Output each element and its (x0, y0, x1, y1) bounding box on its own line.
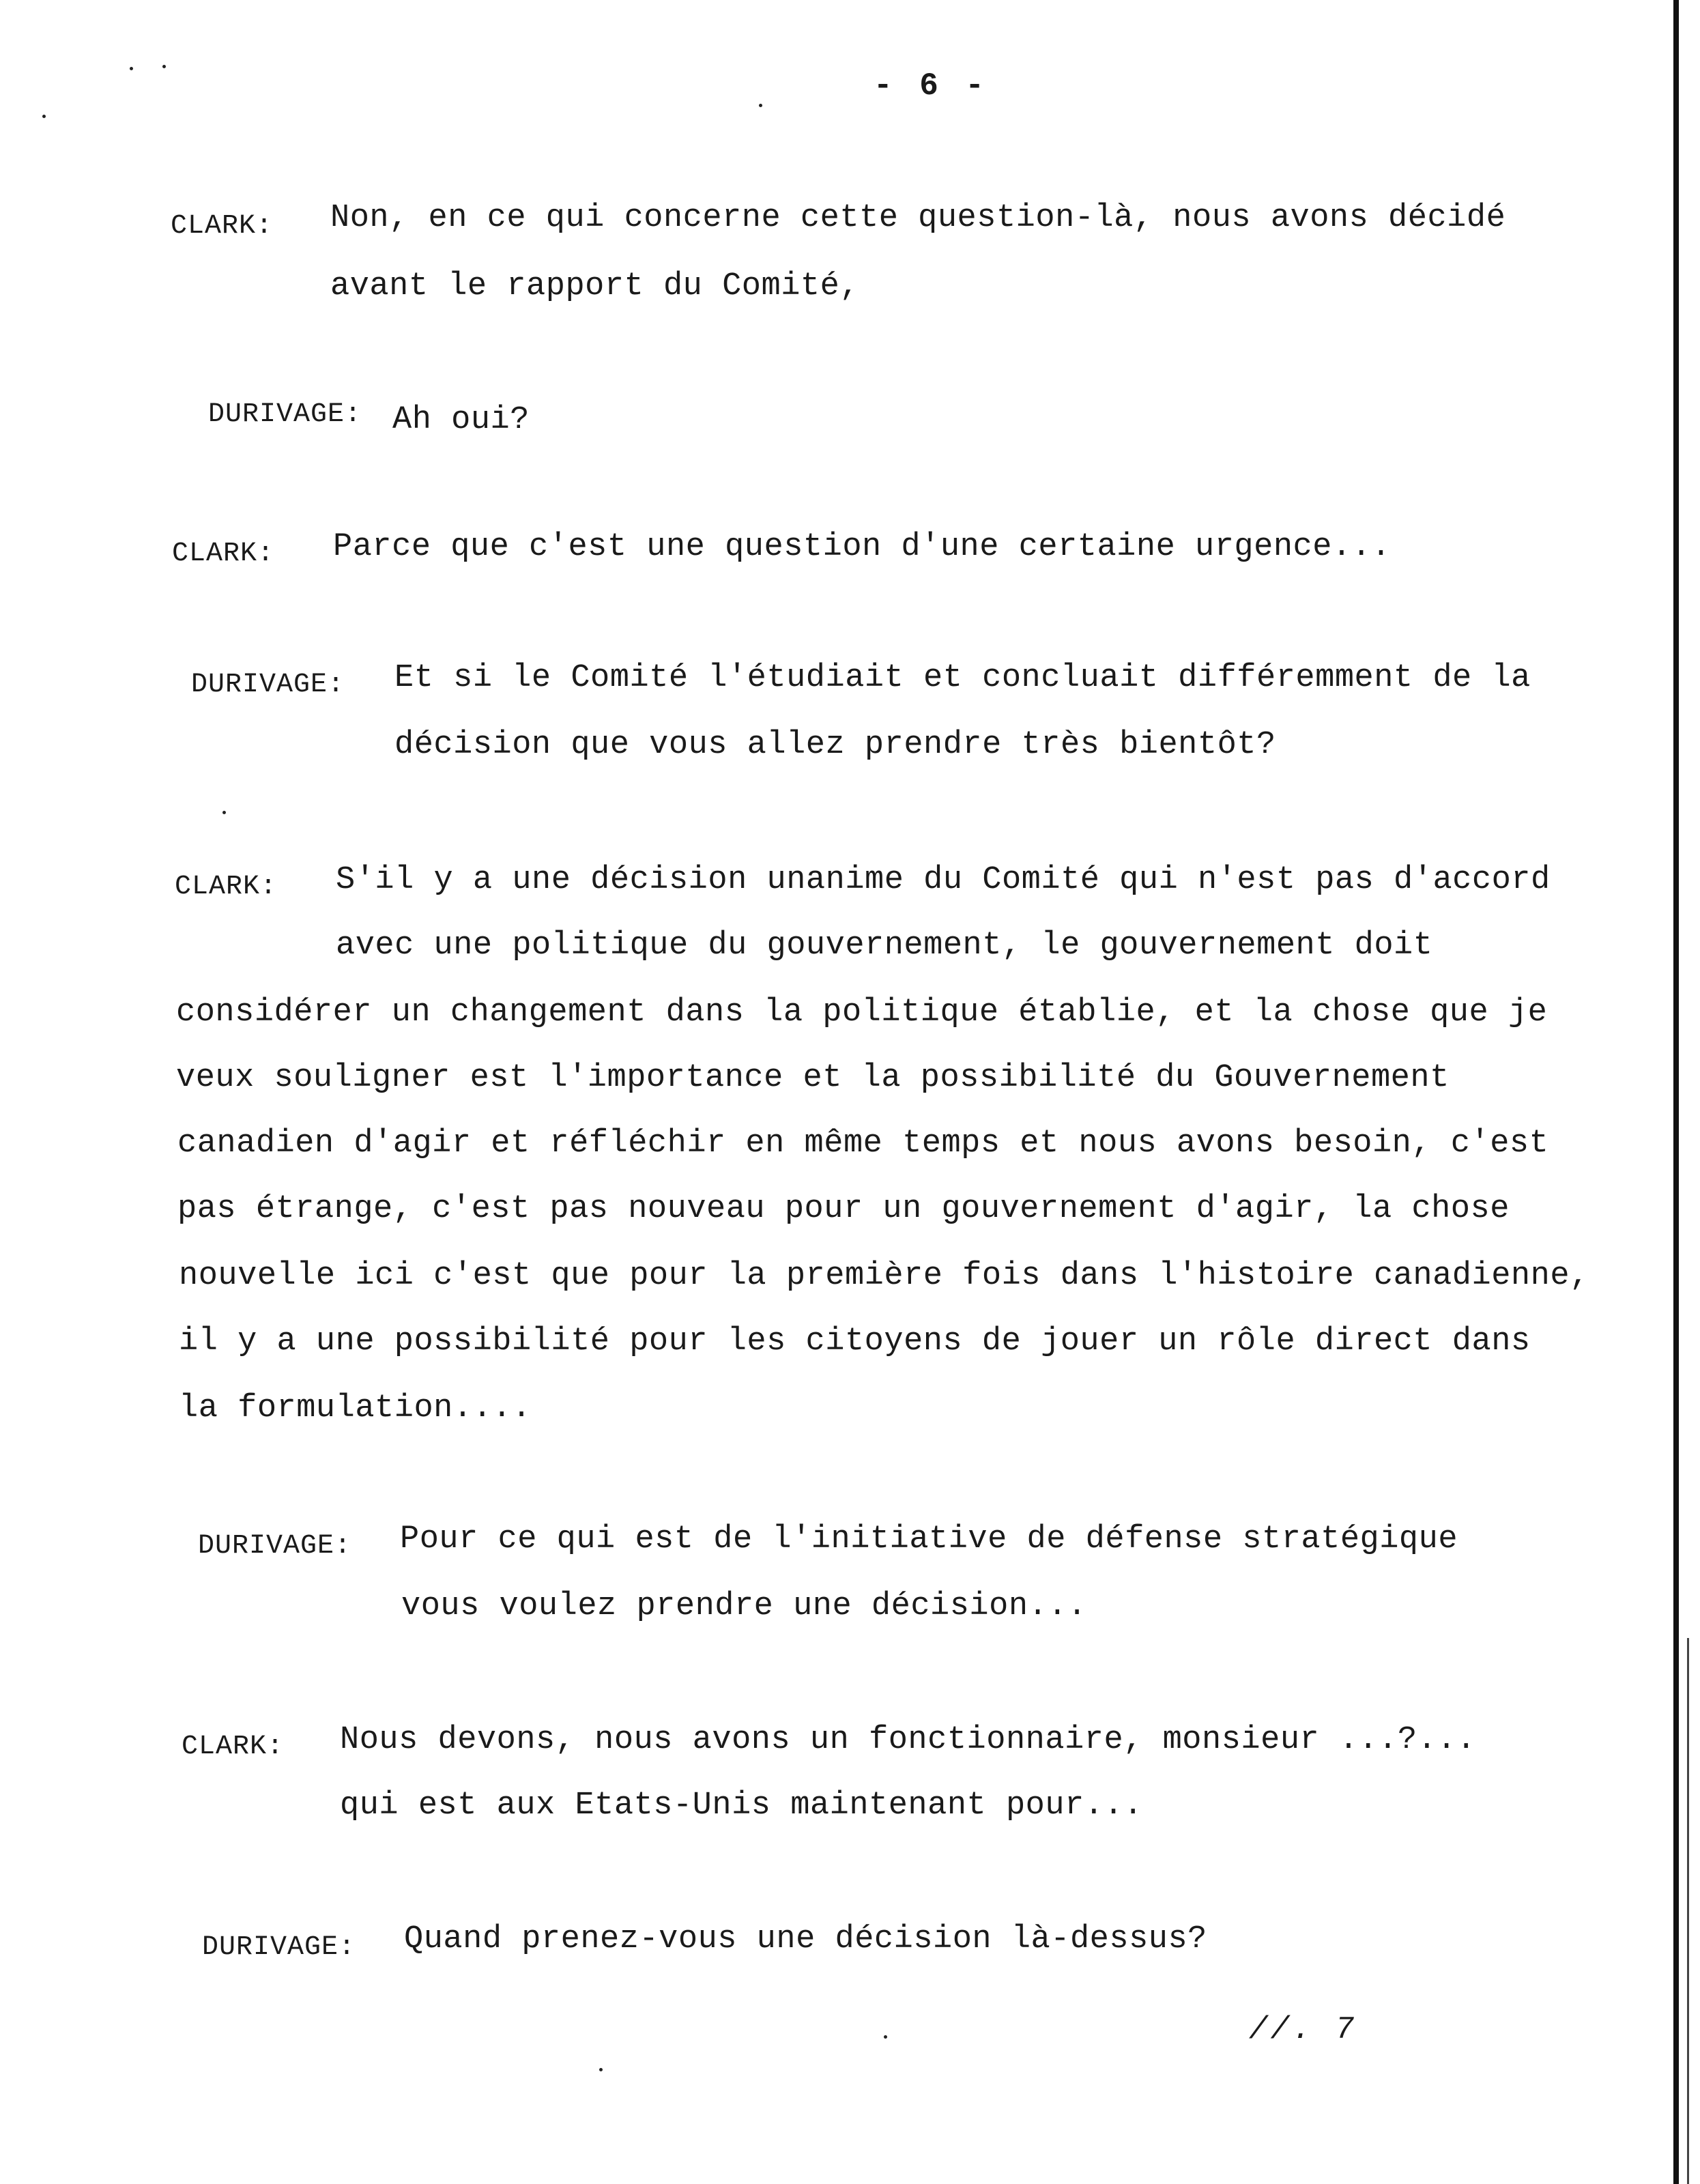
scan-speck (759, 104, 762, 107)
dialogue-line: pas étrange, c'est pas nouveau pour un gouvernement d'agir, la chose (177, 1191, 1510, 1227)
dialogue-line: la formulation.... (179, 1390, 532, 1426)
speaker-label: CLARK: (171, 211, 274, 242)
dialogue-line: S'il y a une décision unanime du Comité qui n'est pas d'accord (336, 862, 1551, 898)
speaker-label: CLARK: (172, 538, 275, 569)
scan-speck (130, 67, 133, 70)
speaker-label: DURIVAGE: (198, 1531, 352, 1562)
dialogue-line: il y a une possibilité pour les citoyens de jouer un rôle direct dans (179, 1323, 1531, 1360)
speaker-label: CLARK: (182, 1732, 285, 1762)
speaker-label: DURIVAGE: (191, 670, 345, 700)
dialogue-line: qui est aux Etats-Unis maintenant pour... (340, 1787, 1143, 1824)
scan-speck (599, 2068, 603, 2071)
scan-edge-line (1687, 1638, 1689, 2184)
dialogue-line: considérer un changement dans la politique établie, et la chose que je (176, 994, 1548, 1031)
dialogue-line: Et si le Comité l'étudiait et concluait différemment de la (394, 660, 1531, 696)
scan-edge-shadow (1673, 0, 1679, 2184)
scan-speck (42, 115, 46, 118)
dialogue-line: nouvelle ici c'est que pour la première fois dans l'histoire canadienne, (179, 1258, 1589, 1294)
page-number: - 6 - (874, 68, 989, 104)
dialogue-line: canadien d'agir et réfléchir en même temps et nous avons besoin, c'est (177, 1125, 1549, 1162)
scan-speck (222, 811, 226, 814)
dialogue-line: avant le rapport du Comité, (330, 268, 860, 304)
dialogue-line: Pour ce qui est de l'initiative de défense stratégique (400, 1521, 1458, 1557)
dialogue-line: décision que vous allez prendre très bientôt? (394, 727, 1276, 763)
dialogue-line: Parce que c'est une question d'une certaine urgence... (333, 529, 1392, 565)
scan-speck (884, 2035, 887, 2039)
speaker-label: CLARK: (175, 872, 278, 902)
dialogue-line: veux souligner est l'importance et la possibilité du Gouvernement (176, 1060, 1450, 1096)
dialogue-line: Nous devons, nous avons un fonctionnaire, monsieur ...?... (340, 1722, 1476, 1758)
dialogue-line: vous voulez prendre une décision... (401, 1588, 1087, 1624)
dialogue-line: Non, en ce qui concerne cette question-là, nous avons décidé (330, 200, 1506, 236)
speaker-label: DURIVAGE: (208, 399, 362, 430)
dialogue-line: Quand prenez-vous une décision là-dessus? (404, 1921, 1207, 1957)
dialogue-line: Ah oui? (392, 402, 530, 438)
speaker-label: DURIVAGE: (202, 1932, 356, 1963)
continuation-marker: //. 7 (1249, 2012, 1357, 2048)
dialogue-line: avec une politique du gouvernement, le gouvernement doit (336, 928, 1433, 964)
scan-speck (162, 65, 166, 68)
